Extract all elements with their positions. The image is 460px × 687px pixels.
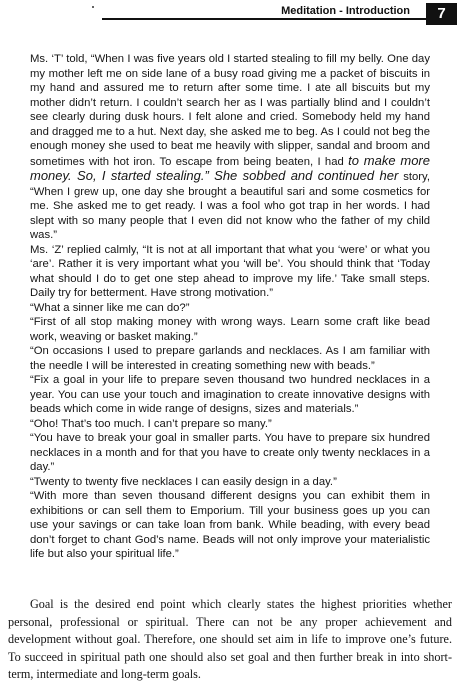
- story-text: story, “When I grew up, one day she brought a beautiful sari and some cosmetics for me. She asked me to get ready. I was a fool who got trap in her words. I had slept with so many people that I even did not know who the father of my child was.”: [30, 171, 430, 241]
- story-text: Ms. ‘T’ told, “When I was five years old I started stealing to fill my belly. One day my mother left me on side lane of a busy road giving me a packet of biscuits in my hand and assured me to return after some time. I ate all biscuits but my mother didn’t return. I couldn’t search her as I was partially blind and I couldn’t see clearly during dusk hours. I felt alone and cried. Somebody held my hand and dragged me to a hut. Next day, she asked me to beg. As I could not beg the enough money she used to beat me heavily with slipper, sandal and broom and sometimes with hot iron. To escape from being beaten, I had: [30, 53, 430, 168]
- header-rule: [102, 18, 426, 20]
- dialogue-paragraph: “First of all stop making money with wrong ways. Learn some craft like bead work, weaving or basket making.”: [30, 316, 430, 343]
- dialogue-paragraph: Ms. ‘Z’ replied calmly, “It is not at all important that what you ‘were’ or what you ‘are’. Rather it is very important what you ‘will be’. You should think that ‘Today what should I do to get one step ahead to improve my life.’ Take small steps. Daily try for betterment. Have strong motivation.”: [30, 243, 430, 299]
- dialogue-paragraph: “What a sinner like me can do?”: [30, 301, 190, 314]
- closing-paragraph: Goal is the desired end point which clearly states the highest priorities whether personal, professional or spiritual. There can not be any proper achievement and development without goal. Therefore, one should set aim in life to improve one’s future. To succeed in spiritual path one should also set goal and then further break in into short-term, intermediate and long-term goals.: [8, 597, 452, 681]
- dialogue-paragraph: “You have to break your goal in smaller parts. You have to prepare six hundred necklaces in a month and for that you have to create only twenty necklaces in a day.”: [30, 432, 430, 473]
- page-header: [0, 0, 460, 28]
- dialogue-paragraph: “Oho! That’s too much. I can’t prepare so many.”: [30, 417, 272, 430]
- story-paragraph: [30, 52, 430, 243]
- page-number-badge: 7: [426, 3, 457, 25]
- emphasized-text: to make more money. So, I started stealing.” She sobbed and continued her: [30, 152, 430, 183]
- print-speck: [92, 6, 94, 8]
- dialogue-paragraph: “With more than seven thousand different designs you can exhibit them in exhibitions or can sell them to Emporium. Till your business goes up you can use your savings or can take loan from bank. While beading, with every bead don’t forget to chant God’s name. Beads will not only improve your materialistic life but also your spiritual life.”: [30, 490, 430, 560]
- dialogue-paragraph: “On occasions I used to prepare garlands and necklaces. As I am familiar with the needle I will be interested in creating something new with beads.”: [30, 345, 430, 372]
- dialogue-paragraph: “Twenty to twenty five necklaces I can easily design in a day.”: [30, 475, 337, 488]
- running-title: Meditation - Introduction: [281, 5, 410, 17]
- dialogue-block: [30, 52, 430, 562]
- dialogue-paragraph: “Fix a goal in your life to prepare seven thousand two hundred necklaces in a year. You can use your touch and imagination to create innovative designs with beads which come in wide range of designs, sizes and materials.”: [30, 374, 430, 415]
